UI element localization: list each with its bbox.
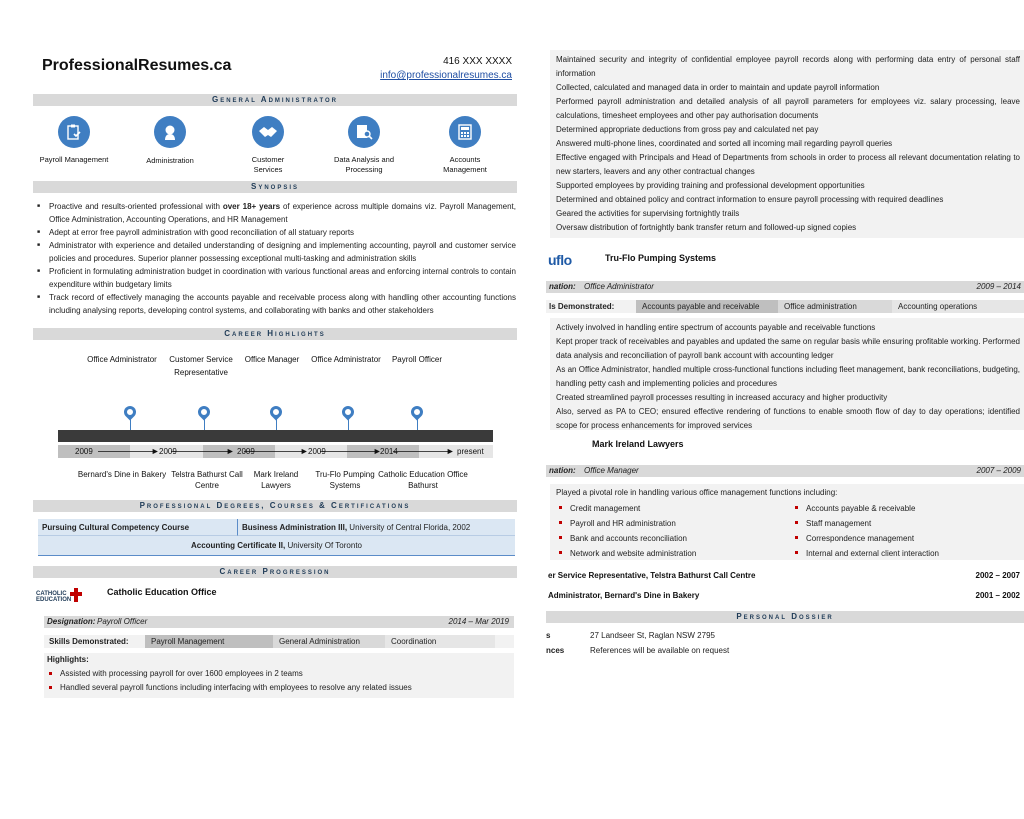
designation-row: Designation: Payroll Officer 2014 – Mar 2019 (44, 616, 514, 628)
skill-chip: Coordination (385, 635, 495, 648)
truflo-duties-box (550, 318, 1024, 430)
skill-label-data: Data Analysis and Processing (333, 155, 395, 174)
degrees-table (38, 519, 515, 556)
timeline-role: Customer Service Representative (169, 355, 233, 377)
degree-cell: Accounting Certificate II, University Of Toronto (190, 541, 362, 550)
resume-page-2 (536, 0, 1024, 819)
timeline-year: 2009 (308, 447, 326, 456)
timeline-pin-stem (130, 418, 131, 430)
skill-chip: Accounting operations (892, 300, 1024, 313)
timeline-year: 2009 (75, 447, 93, 456)
career-highlights-heading: Career Highlights (33, 328, 517, 340)
skill-label-customer: Customer Services (251, 155, 285, 174)
timeline-employer: Telstra Bathurst Call Centre (171, 470, 243, 490)
skill-label-administration: Administration (146, 156, 194, 165)
duty-item: Internal and external client interaction (790, 546, 1020, 561)
timeline-role: Payroll Officer (391, 355, 443, 364)
skills-row: Skills Demonstrated: Payroll Management General Administration Coordination (44, 635, 514, 648)
timeline-employer: Catholic Education Office Bathurst (378, 470, 468, 490)
company-name: Catholic Education Office (107, 587, 217, 597)
timeline-employer: Mark Ireland Lawyers (253, 470, 299, 490)
synopsis-item: ■ Adept at error free payroll administration with good reconciliation of all statuary reports (36, 226, 516, 239)
skill-label-payroll: Payroll Management (39, 155, 109, 164)
clipboard-check-icon (58, 116, 90, 148)
role-dates: 2002 – 2007 (975, 571, 1020, 580)
timeline-year: present (457, 447, 484, 456)
dossier-label: nces (546, 646, 565, 655)
company-name: Tru-Flo Pumping Systems (605, 253, 717, 263)
timeline-role: Office Administrator (87, 355, 157, 364)
synopsis-item: ■ Track record of effectively managing the accounts payable and receivable process along with handling other accounting functions including analysing reports, developing control systems, and collaborating with banks and other stakeholders (36, 291, 516, 317)
timeline-year: 2009 (159, 447, 177, 456)
skill-chip: General Administration (273, 635, 385, 648)
timeline-arrows (58, 445, 493, 458)
timeline-pin-stem (204, 418, 205, 430)
duty-item: Determined and obtained policy and contract information to ensure payroll processing with required deadlines (556, 195, 944, 204)
person-head-icon (154, 116, 186, 148)
timeline-year-strip (58, 442, 493, 462)
timeline-role: Office Administrator (311, 355, 381, 364)
designation-row: nation: Office Administrator 2009 – 2014 (546, 281, 1024, 293)
duty-item: Accounts payable & receivable (790, 501, 1020, 516)
synopsis-list (36, 200, 516, 317)
brand-name: ProfessionalResumes.ca (42, 57, 232, 74)
role-dates: 2001 – 2002 (975, 591, 1020, 600)
contact-email[interactable]: info@professionalresumes.ca (380, 70, 512, 81)
degrees-heading: Professional Degrees, Courses & Certifications (33, 500, 517, 512)
duty-item: Network and website administration (554, 546, 784, 561)
highlight-item: Assisted with processing payroll for over 1600 employees in 2 teams (44, 667, 514, 681)
skill-chip: Payroll Management (145, 635, 273, 648)
contact-phone: 416 XXX XXXX (443, 56, 512, 67)
skill-chip: Accounts payable and receivable (636, 300, 778, 313)
timeline-role: Office Manager (244, 355, 300, 364)
duty-item: Oversaw distribution of fortnightly bank transfer return and followed-up signed copies (556, 223, 857, 232)
duty-item: Kept proper track of receivables and payables and updated the same on regular basis while ensuring profitable working. Performed data analysis and reconciliation of payroll bank account with accounting ledger (556, 337, 1020, 360)
document-search-icon (348, 116, 380, 148)
degree-cell: Pursuing Cultural Competency Course (38, 519, 238, 536)
duty-item: Performed payroll administration and detailed analysis of all payroll parameters for employees viz. salary processing, leave calculations, timesheet employees and other pay authorisation documents (556, 97, 1020, 120)
duty-item: Correspondence management (790, 531, 1020, 546)
duty-item: Maintained security and integrity of confidential employee payroll records along with performing data entry of personal staff information (556, 55, 1020, 78)
highlights-box: Highlights: Assisted with processing payroll for over 1600 employees in 2 teams Handled several payroll functions including interfacing with employees to resolve any related issues (44, 653, 514, 698)
timeline-pin-stem (417, 418, 418, 430)
degree-cell: Business Administration III, University of Central Florida, 2002 (238, 519, 515, 536)
catholic-education-logo: CATHOLIC EDUCATION (36, 588, 86, 608)
timeline-bar (58, 430, 493, 442)
dossier-value: 27 Landseer St, Raglan NSW 2795 (590, 631, 715, 640)
duty-item: Answered multi-phone lines, coordinated and sorted all incoming mail regarding payroll queries (556, 139, 893, 148)
timeline-pin-stem (276, 418, 277, 430)
designation-row: nation: Office Manager 2007 – 2009 (546, 465, 1024, 477)
duty-item: Staff management (790, 516, 1020, 531)
skills-row: ls Demonstrated: Accounts payable and receivable Office administration Accounting operations (546, 300, 1024, 313)
company-name: Mark Ireland Lawyers (592, 439, 684, 449)
duty-item: Actively involved in handling entire spectrum of accounts payable and receivable functions (556, 323, 876, 332)
duty-item: Credit management (554, 501, 784, 516)
synopsis-heading: Synopsis (33, 181, 517, 193)
duty-item: As an Office Administrator, handled multiple cross-functional functions including fleet management, bank reconciliations, budgeting, handling petty cash and implementing policies and procedures (556, 365, 1020, 388)
dossier-label: s (546, 631, 551, 640)
role-title: Administrator, Bernard's Dine in Bakery (548, 591, 700, 600)
personal-dossier-heading: Personal Dossier (546, 611, 1024, 623)
duty-item: Effective engaged with Principals and Head of Departments from schools in order to process all relevant documentation relating to new starters, leavers and any other contractual changes (556, 153, 1020, 176)
duty-item: Created streamlined payroll processes resulting in increased accuracy and higher productivity (556, 393, 888, 402)
duty-item: Collected, calculated and managed data in order to maintain and update payroll information (556, 83, 880, 92)
duty-item: Also, served as PA to CEO; ensured effective rendering of functions to enable smooth flow of day to day operations; identified scope for process enhancements for improved services (556, 407, 1020, 430)
mil-duties-box: Played a pivotal role in handling various office management functions including: Credit management Payroll and HR administration Bank and accounts reconciliation Network and website administration Accounts payable & receivable Staff management Correspondence management Internal and external client interaction (550, 484, 1024, 560)
dossier-value: References will be available on request (590, 646, 730, 655)
ceo-duties-box (550, 50, 1024, 238)
skill-chip: Office administration (778, 300, 892, 313)
timeline-year: 2014 (380, 447, 398, 456)
duty-item: Payroll and HR administration (554, 516, 784, 531)
highlight-item: Handled several payroll functions including interfacing with employees to resolve any related issues (44, 681, 514, 695)
synopsis-item: ■ Administrator with experience and detailed understanding of designing and implementing accounting, payroll and customer service policies and procedures. Superior planner possessing exceptional multi-tasking and administration skills (36, 239, 516, 265)
career-progression-heading: Career Progression (33, 566, 517, 578)
timeline-year: 2009 (237, 447, 255, 456)
timeline-employer: Bernard's Dine in Bakery (77, 470, 167, 479)
truflo-logo: uflo (548, 252, 572, 268)
synopsis-item: ■ Proactive and results-oriented professional with over 18+ years of experience across multiple domains viz. Payroll Management, Office Administration, Accounting Operations, and HR Management (36, 200, 516, 226)
duty-item: Geared the activities for supervising fortnightly trails (556, 209, 740, 218)
calculator-icon (449, 116, 481, 148)
skill-label-accounts: Accounts Management (443, 155, 487, 174)
duty-item: Supported employees by providing training and professional development opportunities (556, 181, 865, 190)
role-title: er Service Representative, Telstra Bathurst Call Centre (548, 571, 756, 580)
duty-item: Determined appropriate deductions from gross pay and calculated net pay (556, 125, 819, 134)
handshake-icon (252, 116, 284, 148)
title-band: General Administrator (33, 94, 517, 106)
timeline-employer: Tru-Flo Pumping Systems (315, 470, 375, 490)
timeline-pin-stem (348, 418, 349, 430)
synopsis-item: ■ Proficient in formulating administration budget in coordination with various functional areas and enforcing internal controls to contain expenditure within budgetary limits (36, 265, 516, 291)
duty-item: Bank and accounts reconciliation (554, 531, 784, 546)
